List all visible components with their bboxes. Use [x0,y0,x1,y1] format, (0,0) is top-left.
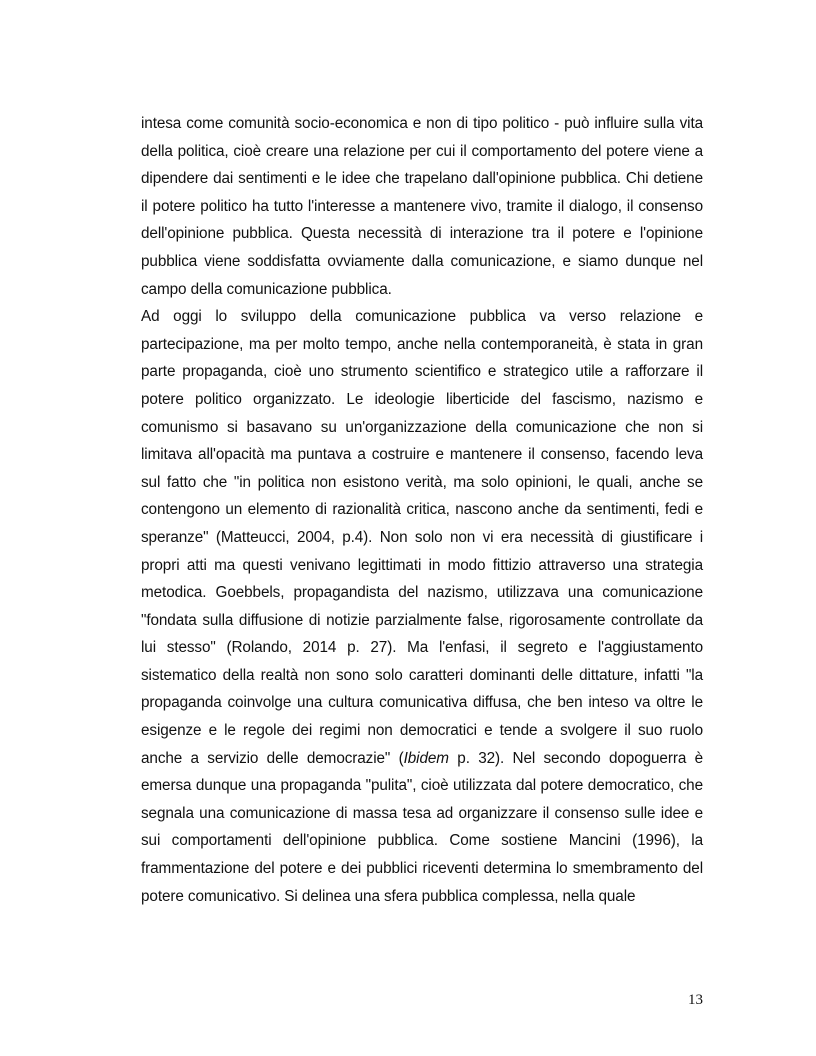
paragraph-2 [141,303,703,910]
paragraph-2-text-b: p. 32). Nel secondo dopoguerra è emersa dunque una propaganda "pulita", cioè utilizzata dal potere democratico, che segnala una comunicazione di massa tesa ad organizzare il consenso sulle idee e sui comportamenti dell'opinione pubblica. Come sostiene Mancini (1996), la frammentazione del potere e dei pubblici riceventi determina lo smembramento del potere comunicativo. Si delinea una sfera pubblica complessa, nella quale [141,749,703,905]
paragraph-2-text-a: Ad oggi lo sviluppo della comunicazione pubblica va verso relazione e partecipazione, ma per molto tempo, anche nella contemporaneità, è stata in gran parte propaganda, cioè uno strumento scientifico e strategico utile a rafforzare il potere politico organizzato. Le ideologie liberticide del fascismo, nazismo e comunismo si basavano su un'organizzazione della comunicazione che non si limitava all'opacità ma puntava a costruire e mantenere il consenso, facendo leva sul fatto che "in politica non esistono verità, ma solo opinioni, le quali, anche se contengono un elemento di razionalità critica, nascono anche da sentimenti, fedi e speranze" (Matteucci, 2004, p.4). Non solo non vi era necessità di giustificare i propri atti ma questi venivano legittimati in modo fittizio attraverso una strategia metodica. Goebbels, propagandista del nazismo, utilizzava una comunicazione "fondata sulla diffusione di notizie parzialmente false, rigorosamente controllate da lui stesso" (Rolando, 2014 p. 27). Ma l'enfasi, il segreto e l'aggiustamento sistematico della realtà non sono solo caratteri dominanti delle dittature, infatti "la propaganda coinvolge una cultura comunicativa diffusa, che ben inteso va oltre le esigenze e le regole dei regimi non democratici e tende a svolgere il suo ruolo anche a servizio delle democrazie" ( [141,308,703,767]
paragraph-1 [141,110,703,303]
body-text [141,110,703,910]
ibidem-citation: Ibidem [403,749,449,767]
paragraph-1-text: intesa come comunità socio-economica e non di tipo politico - può influire sulla vita della politica, cioè creare una relazione per cui il comportamento del potere viene a dipendere dai sentimenti e le idee che trapelano dall'opinione pubblica. Chi detiene il potere politico ha tutto l'interesse a mantenere vivo, tramite il dialogo, il consenso dell'opinione pubblica. Questa necessità di interazione tra il potere e l'opinione pubblica viene soddisfatta ovviamente dalla comunicazione, e siamo dunque nel campo della comunicazione pubblica. [141,115,703,298]
page-number: 13 [688,992,703,1008]
